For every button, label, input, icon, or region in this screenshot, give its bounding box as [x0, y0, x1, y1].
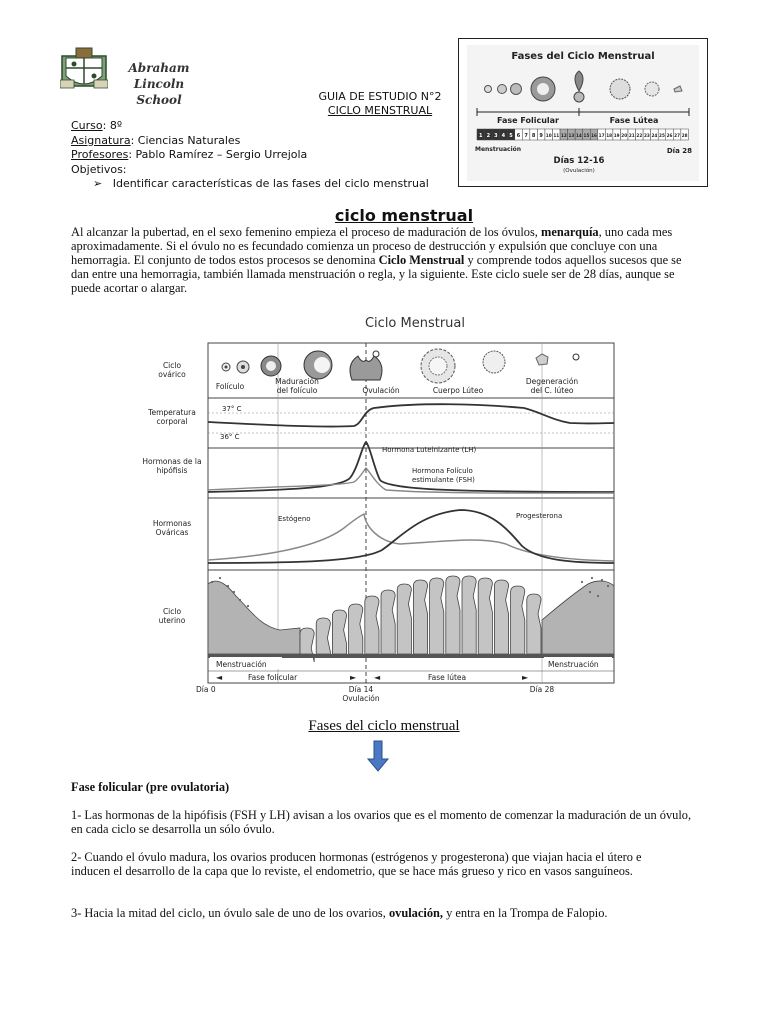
row-label-temp-1: Temperatura: [148, 408, 196, 417]
day-number: 8: [531, 133, 536, 139]
follicular-arrow-right: ►: [350, 673, 357, 682]
endometrium-fold: [332, 610, 346, 654]
follicular-heading: Fase folicular (pre ovulatoria): [71, 780, 230, 794]
intro-text-2: , uno cada mes aproximadamente. Si el óvulo no es fecundado comienza un proceso de destrucción y expulsión que concluye con una hemorragia. El conjunto de todos estos procesos se denomina: [71, 225, 673, 267]
row-label-pit-2: hipófisis: [156, 466, 188, 475]
axis-day28: Día 28: [529, 685, 555, 694]
endometrium-fold: [430, 578, 444, 654]
intro-term-ciclo: Ciclo Menstrual: [378, 253, 465, 267]
blood-dot: [591, 577, 593, 579]
school-logo: [60, 46, 210, 107]
day-number: 25: [659, 133, 665, 138]
endometrium-fold: [316, 618, 330, 654]
row-label-ovarian-2: ovárico: [158, 370, 186, 379]
endometrium-fold: [494, 580, 508, 654]
day-number: 24: [651, 133, 658, 138]
top-fig-ovulation-note: (Ovulación): [563, 168, 595, 174]
temp-high: 37° C: [222, 405, 242, 413]
follicular-item-3-text-b: y entra en la Trompa de Falopio.: [446, 906, 608, 920]
menstrual-cycle-figure: [140, 310, 630, 710]
intro-text-1: Al alcanzar la pubertad, en el sexo femenino empieza el proceso de maduración de los óvulos,: [71, 225, 538, 239]
blood-dot: [233, 591, 235, 593]
estrogen-curve: [208, 514, 614, 561]
menstruation-right: Menstruación: [548, 660, 599, 669]
follicular-item-3-text-a: 3- Hacia la mitad del ciclo, un óvulo sale de uno de los ovarios,: [71, 906, 386, 920]
day-number: 11: [553, 133, 560, 138]
axis-day0: Día 0: [196, 685, 216, 694]
endometrium-fold: [349, 604, 363, 654]
day-number: 20: [621, 133, 628, 138]
follicular-item-3: [71, 906, 701, 920]
objective-text: Identificar características de las fases del ciclo menstrual: [112, 177, 429, 190]
guide-subtitle: CICLO MENSTRUAL: [327, 104, 433, 117]
row-label-ovh-1: Hormonas: [152, 519, 192, 528]
day-number: 23: [643, 133, 650, 138]
phases-figure: [458, 38, 708, 187]
day-number: 1: [479, 133, 483, 139]
day-number: 19: [613, 133, 620, 138]
row-labels: [142, 361, 201, 625]
follicular-arrow-left: ◄: [216, 673, 223, 682]
blood-dot: [227, 585, 229, 587]
day-number: 7: [524, 133, 528, 139]
school-name-line2: School: [136, 93, 182, 107]
estrogen-label: Estógeno: [278, 515, 311, 523]
guide-header: [300, 90, 460, 118]
intro-paragraph: [71, 225, 699, 295]
course-label: Curso: [71, 119, 103, 132]
endometrium-fold: [413, 580, 427, 654]
blood-dot: [589, 591, 591, 593]
stage-maturation-1: Maduración: [275, 377, 319, 386]
guide-title: GUIA DE ESTUDIO N°2: [318, 90, 442, 103]
teachers-label: Profesores: [71, 148, 129, 161]
school-name: [104, 60, 214, 108]
day-strip: [477, 129, 688, 140]
blood-dot: [247, 605, 249, 607]
temp-low: 36° C: [220, 433, 240, 441]
phases-figure-title: Fases del Ciclo Menstrual: [511, 51, 655, 62]
down-arrow-icon: [367, 740, 389, 777]
fsh-label-1: Hormona Folículo: [412, 467, 473, 475]
progesterone-label: Progesterona: [516, 512, 563, 520]
follicular-item-1: 1- Las hormonas de la hipófisis (FSH y LH) avisan a los ovarios que es el momento de comenzar la maduración de un óvulo, en cada ciclo se desarrolla un sólo óvulo.: [71, 808, 692, 836]
axis-day14: Día 14: [348, 685, 374, 694]
day-number: 28: [681, 133, 688, 138]
course-row: [71, 119, 471, 134]
day-number: 15: [583, 133, 590, 138]
day-number: 18: [606, 133, 613, 138]
blood-dot: [211, 581, 213, 583]
follicular-item-3-term: ovulación,: [388, 906, 443, 920]
stage-degeneration-1: Degeneración: [525, 377, 579, 386]
row-label-ut-2: uterino: [158, 616, 186, 625]
teachers-row: [71, 148, 471, 163]
arrow-bullet-icon: ➢: [93, 177, 103, 190]
row-label-ovh-2: Ováricas: [155, 528, 189, 537]
day-number: 16: [591, 133, 597, 138]
subject-row: [71, 134, 471, 149]
top-fig-ovulation-days: Días 12-16: [553, 156, 605, 166]
top-fig-menstruation: Menstruación: [475, 146, 522, 153]
day-number: 3: [494, 133, 498, 139]
endometrium-fold: [397, 584, 411, 654]
subject-label: Asignatura: [71, 133, 131, 147]
day-number: 9: [539, 133, 543, 139]
stage-ovulation: Ovulación: [362, 386, 400, 395]
menstruation-left: Menstruación: [216, 660, 267, 669]
section-title: ciclo menstrual: [334, 206, 474, 225]
day-number: 2: [486, 133, 491, 139]
day-number: 4: [501, 133, 506, 139]
lh-label: Hormona Luteinizante (LH): [382, 446, 477, 454]
blood-dot: [219, 577, 221, 579]
stage-follicle: Folículo: [215, 382, 245, 391]
axis-follicular: Fase folicular: [248, 673, 298, 682]
row-label-temp-2: corporal: [156, 417, 188, 426]
blood-dot: [581, 581, 583, 583]
school-name-line1: Abraham Lincoln: [128, 61, 190, 91]
intro-term-menarquia: menarquía: [541, 225, 599, 239]
endometrium-fold: [446, 576, 460, 654]
endometrium-fold: [511, 586, 525, 654]
temperature-curve: [208, 404, 614, 426]
endometrium-fold: [478, 578, 492, 654]
ovarian-stage-labels: [216, 377, 579, 395]
axis-luteal: Fase lútea: [428, 673, 467, 682]
day-number: 14: [576, 133, 582, 138]
luteal-arrow-right: ►: [522, 673, 529, 682]
course-value: : 8º: [102, 119, 123, 132]
row-label-pit-1: Hormonas de la: [142, 457, 202, 466]
endometrium-fold: [381, 590, 395, 654]
main-figure-title: Ciclo Menstrual: [364, 316, 466, 331]
subject-value: : Ciencias Naturales: [130, 133, 241, 147]
stage-degeneration-2: del C. lúteo: [530, 386, 574, 395]
crest-icon: [60, 46, 108, 98]
day-number: 27: [674, 133, 680, 138]
day-number: 17: [598, 133, 605, 138]
stage-maturation-2: del folículo: [276, 386, 318, 395]
endometrium-fold: [527, 594, 541, 654]
day-number: 22: [636, 133, 643, 138]
endometrium-fold: [462, 576, 476, 654]
endometrium-fold: [365, 596, 379, 654]
day-number: 21: [628, 133, 635, 138]
blood-dot: [239, 599, 241, 601]
blood-dot: [597, 595, 599, 597]
teachers-value: : Pablo Ramírez – Sergio Urrejola: [128, 148, 308, 161]
blood-dot: [607, 585, 609, 587]
objectives-label: Objetivos:: [71, 162, 127, 176]
intro-text-3: y comprende todos aquellos sucesos que se dan entre una hemorragia, también llamada menstruación o regla, y la siguiente. Este ciclo suele ser de 28 días, aunque se puede acortar o alargar.: [71, 253, 682, 295]
row-label-ovarian-1: Ciclo: [162, 361, 182, 370]
day-number: 5: [509, 133, 513, 139]
endometrium-illustration: [208, 576, 614, 662]
course-info: [71, 119, 471, 192]
day-number: 26: [666, 133, 673, 138]
luteal-arrow-left: ◄: [374, 673, 381, 682]
row-label-ut-1: Ciclo: [162, 607, 182, 616]
top-fig-follicular-label: Fase Folicular: [496, 116, 560, 125]
day-number: 6: [516, 133, 521, 139]
phases-heading: Fases del ciclo menstrual: [308, 718, 460, 734]
day-number: 13: [568, 133, 575, 138]
follicular-item-2: 2- Cuando el óvulo madura, los ovarios producen hormonas (estrógenos y progesterona) que viajan hacia el útero e inducen el desarrollo de la capa que lo reviste, el endometrio, que se hace más grueso y rico en vasos sanguíneos.: [71, 850, 642, 878]
stage-corpus-luteum: Cuerpo Lúteo: [432, 386, 484, 395]
day-number: 12: [560, 133, 567, 138]
fsh-label-2: estimulante (FSH): [412, 476, 475, 484]
objective-item: [71, 177, 471, 192]
top-fig-day28: Día 28: [666, 147, 692, 155]
axis-ovulation: Ovulación: [342, 694, 380, 703]
top-fig-luteal-label: Fase Lútea: [609, 116, 659, 125]
blood-dot: [601, 579, 603, 581]
day-number: 10: [545, 133, 552, 138]
